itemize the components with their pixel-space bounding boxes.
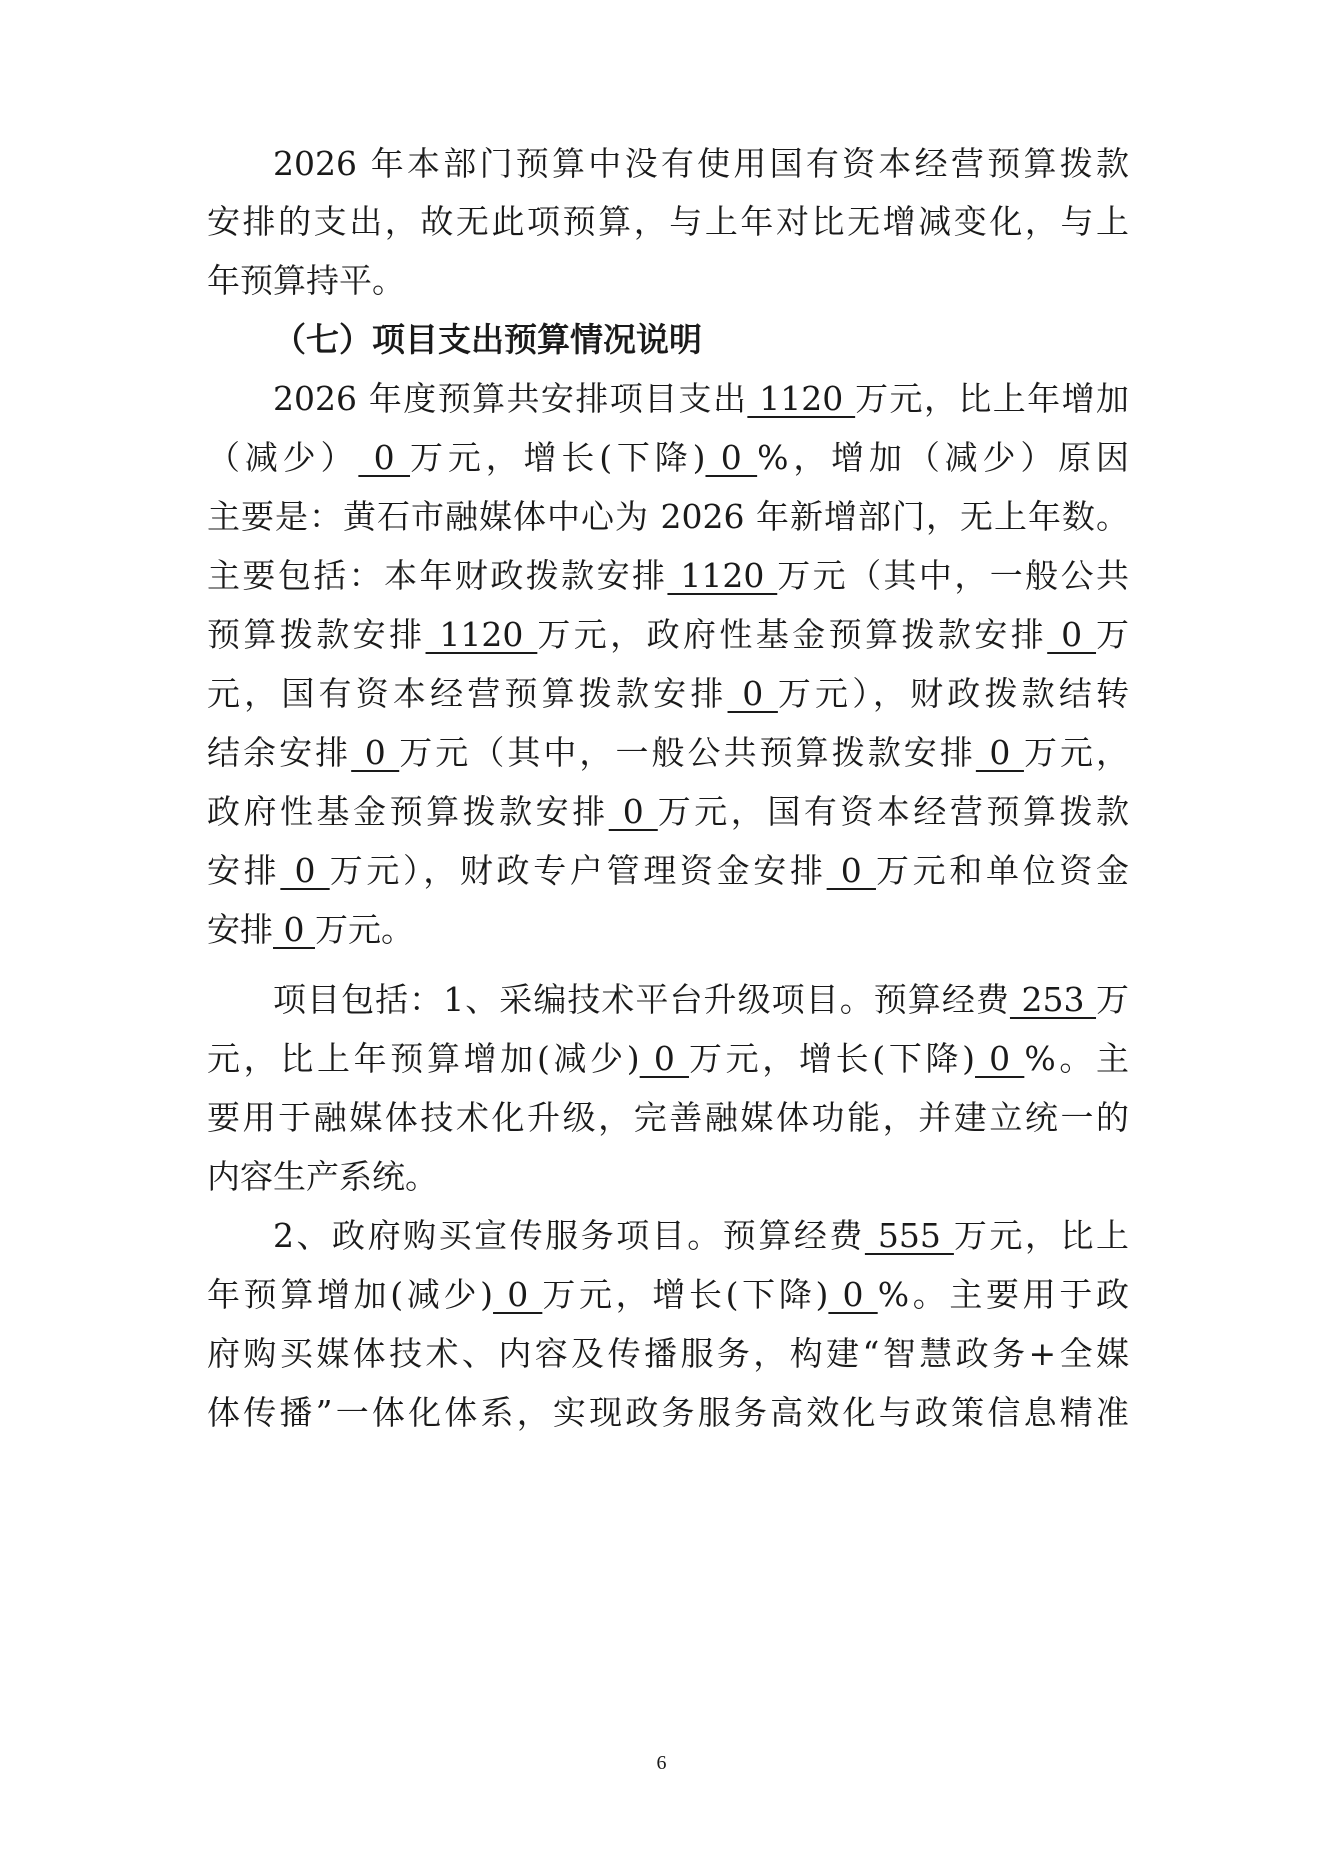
- paragraph-line-18: 内容生产系统。: [207, 1157, 438, 1196]
- underlined-value: 1120: [425, 615, 538, 654]
- underlined-value: 253: [1009, 980, 1097, 1019]
- section-heading: （七）项目支出预算情况说明: [273, 320, 702, 359]
- paragraph-line-19: 2、政府购买宣传服务项目。预算经费 555 万元，比上: [273, 1216, 1129, 1255]
- paragraph-line-17: 要用于融媒体技术化升级，完善融媒体功能，并建立统一的: [207, 1098, 1129, 1137]
- underlined-value: 0: [975, 1039, 1025, 1078]
- underlined-value: 0: [280, 851, 330, 890]
- paragraph-line-6: （减少） 0 万元，增长(下降) 0 %，增加（减少）原因: [207, 438, 1130, 477]
- underlined-value: 1120: [667, 556, 778, 595]
- paragraph-line-9: 预算拨款安排 1120 万元，政府性基金预算拨款安排 0 万: [207, 615, 1130, 654]
- page-number: 6: [656, 1752, 667, 1774]
- underlined-value: 1120: [747, 379, 856, 418]
- underlined-value: 0: [639, 1039, 689, 1078]
- paragraph-line-2: 安排的支出，故无此项预算，与上年对比无增减变化，与上: [207, 202, 1129, 241]
- paragraph-line-16: 元，比上年预算增加(减少) 0 万元，增长(下降) 0 %。主: [207, 1039, 1130, 1078]
- underlined-value: 0: [727, 674, 778, 713]
- underlined-value: 0: [493, 1275, 543, 1314]
- paragraph-line-10: 元，国有资本经营预算拨款安排 0 万元），财政拨款结转: [207, 674, 1130, 713]
- underlined-value: 0: [608, 792, 658, 831]
- paragraph-line-15: 项目包括：1、采编技术平台升级项目。预算经费 253 万: [273, 980, 1130, 1019]
- paragraph-line-13: 安排 0 万元），财政专户管理资金安排 0 万元和单位资金: [207, 851, 1130, 890]
- underlined-value: 0: [826, 851, 876, 890]
- paragraph-line-8: 主要包括：本年财政拨款安排 1120 万元（其中，一般公共: [207, 556, 1130, 595]
- paragraph-line-7: 主要是：黄石市融媒体中心为 2026 年新增部门，无上年数。: [207, 497, 1129, 536]
- paragraph-line-22: 体传播”一体化体系，实现政务服务高效化与政策信息精准: [207, 1393, 1129, 1432]
- paragraph-line-11: 结余安排 0 万元（其中，一般公共预算拨款安排 0 万元，: [207, 733, 1130, 772]
- underlined-value: 0: [358, 438, 411, 477]
- paragraph-line-3: 年预算持平。: [207, 261, 405, 300]
- underlined-value: 0: [828, 1275, 878, 1314]
- underlined-value: 0: [705, 438, 758, 477]
- paragraph-line-21: 府购买媒体技术、内容及传播服务，构建“智慧政务+全媒: [207, 1334, 1129, 1373]
- paragraph-line-14: 安排 0 万元。: [207, 910, 414, 949]
- paragraph-line-20: 年预算增加(减少) 0 万元，增长(下降) 0 %。主要用于政: [207, 1275, 1130, 1314]
- underlined-value: 0: [351, 733, 400, 772]
- paragraph-line-12: 政府性基金预算拨款安排 0 万元，国有资本经营预算拨款: [207, 792, 1130, 831]
- paragraph-line-1: 2026 年本部门预算中没有使用国有资本经营预算拨款: [273, 144, 1129, 183]
- underlined-value: 0: [1047, 615, 1097, 654]
- underlined-value: 0: [975, 733, 1024, 772]
- paragraph-line-5: 2026 年度预算共安排项目支出 1120 万元，比上年增加: [273, 379, 1129, 418]
- underlined-value: 0: [273, 910, 315, 949]
- underlined-value: 555: [864, 1216, 954, 1255]
